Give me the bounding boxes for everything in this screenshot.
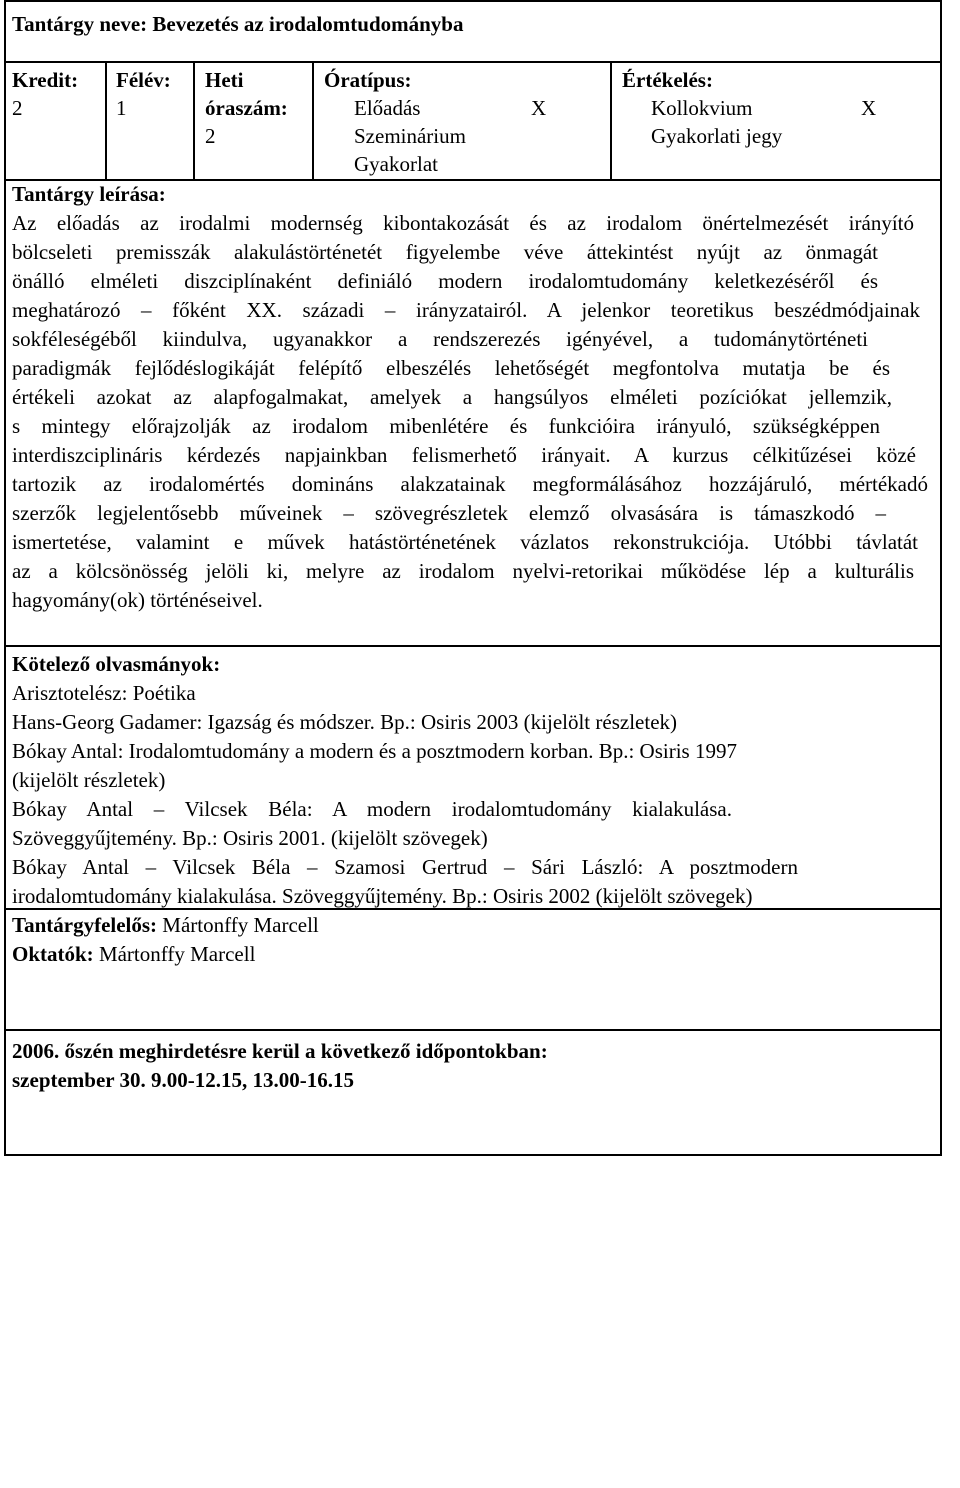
description-line: önálló elméleti diszciplínaként definiáló modern irodalomtudomány keletkezéséről és	[12, 269, 878, 293]
class-type-seminar: Szeminárium	[354, 124, 466, 148]
reading-item: Szöveggyűjtemény. Bp.: Osiris 2001. (kijelölt szövegek)	[12, 826, 488, 850]
reading-item: Arisztotelész: Poétika	[12, 681, 196, 705]
row-divider-title	[4, 61, 942, 63]
description-line: szerzők legjelentősebb műveinek – szövegrészletek elemző olvasására is támaszkodó –	[12, 501, 886, 525]
description-line: hagyomány(ok) történéseivel.	[12, 588, 263, 612]
hours-value: 2	[205, 124, 216, 148]
col-divider-credit	[105, 61, 107, 181]
description-line: értékeli azokat az alapfogalmakat, amelyek a hangsúlyos elméleti pozíciókat jellemzik,	[12, 385, 892, 409]
course-name-label: Tantárgy neve:	[12, 12, 148, 36]
schedule-heading: 2006. őszén meghirdetésre kerül a következő időpontokban:	[12, 1039, 548, 1063]
description-line: meghatározó – főként XX. századi – irányzatairól. A jelenkor teoretikus beszédmódjainak	[12, 298, 920, 322]
class-type-practice: Gyakorlat	[354, 152, 438, 176]
class-type-label: Óratípus:	[324, 68, 412, 92]
assessment-colloquium: Kollokvium	[651, 96, 753, 120]
col-divider-classtype	[610, 61, 612, 181]
credit-label: Kredit:	[12, 68, 79, 92]
hours-label-line2: óraszám:	[205, 96, 288, 120]
description-line: az a kölcsönösség jelöli ki, melyre az irodalom nyelvi-retorikai működése lép a kulturális	[12, 559, 914, 583]
description-line: paradigmák fejlődéslogikáját felépítő elbeszélés lehetőségét megfontolva mutatja be és	[12, 356, 890, 380]
course-responsible-label: Tantárgyfelelős:	[12, 913, 158, 937]
reading-item: Hans-Georg Gadamer: Igazság és módszer. Bp.: Osiris 2003 (kijelölt részletek)	[12, 710, 678, 734]
hours-label-line1: Heti	[205, 68, 244, 92]
course-name	[12, 10, 463, 39]
col-divider-semester	[193, 61, 195, 181]
description-line: s mintegy előrajzolják az irodalom mibenlétére és funkcióira irányuló, szükségképpen	[12, 414, 880, 438]
assessment-colloquium-mark: X	[861, 96, 877, 120]
readings-label: Kötelező olvasmányok:	[12, 652, 221, 676]
semester-label: Félév:	[116, 68, 171, 92]
course-teachers	[12, 940, 255, 969]
row-divider-staff	[4, 1029, 942, 1031]
description-line: interdiszciplináris kérdezés napjainkban felismerhető irányait. A kurzus célkitűzései közé	[12, 443, 916, 467]
reading-item: (kijelölt részletek)	[12, 768, 166, 792]
course-name-value: Bevezetés az irodalomtudományba	[152, 12, 464, 36]
semester-value: 1	[116, 96, 127, 120]
reading-item: Bókay Antal – Vilcsek Béla: A modern irodalomtudomány kialakulása.	[12, 797, 732, 821]
course-responsible	[12, 911, 319, 940]
credit-value: 2	[12, 96, 23, 120]
description-line: Az előadás az irodalmi modernség kibontakozását és az irodalom önértelmezését irányító	[12, 211, 914, 235]
course-teachers-label: Oktatók:	[12, 942, 94, 966]
assessment-label: Értékelés:	[622, 68, 713, 92]
description-line: bölcseleti premisszák alakulástörténetét figyelembe véve áttekintést nyújt az önmagát	[12, 240, 878, 264]
description-line: tartozik az irodalomértés domináns alakzatainak megformálásához hozzájáruló, mértékadó	[12, 472, 928, 496]
description-line: sokféleségéből kiindulva, ugyanakkor a rendszerezés igényével, a tudománytörténeti	[12, 327, 868, 351]
schedule-dates: szeptember 30. 9.00-12.15, 13.00-16.15	[12, 1068, 354, 1092]
row-divider-description	[4, 645, 942, 647]
description-label: Tantárgy leírása:	[12, 182, 166, 206]
description-line: ismertetése, valamint e művek hatástörténetének vázlatos rekonstrukciója. Utóbbi távlatát	[12, 530, 918, 554]
class-type-lecture: Előadás	[354, 96, 421, 120]
class-type-lecture-mark: X	[531, 96, 547, 120]
assessment-practical-grade: Gyakorlati jegy	[651, 124, 783, 148]
reading-item: irodalomtudomány kialakulása. Szöveggyűjtemény. Bp.: Osiris 2002 (kijelölt szövegek)	[12, 884, 753, 908]
course-teachers-value: Mártonffy Marcell	[98, 942, 256, 966]
col-divider-hours	[312, 61, 314, 181]
reading-item: Bókay Antal – Vilcsek Béla – Szamosi Gertrud – Sári László: A posztmodern	[12, 855, 798, 879]
reading-item: Bókay Antal: Irodalomtudomány a modern és a posztmodern korban. Bp.: Osiris 1997	[12, 739, 737, 763]
course-responsible-value: Mártonffy Marcell	[162, 913, 319, 937]
